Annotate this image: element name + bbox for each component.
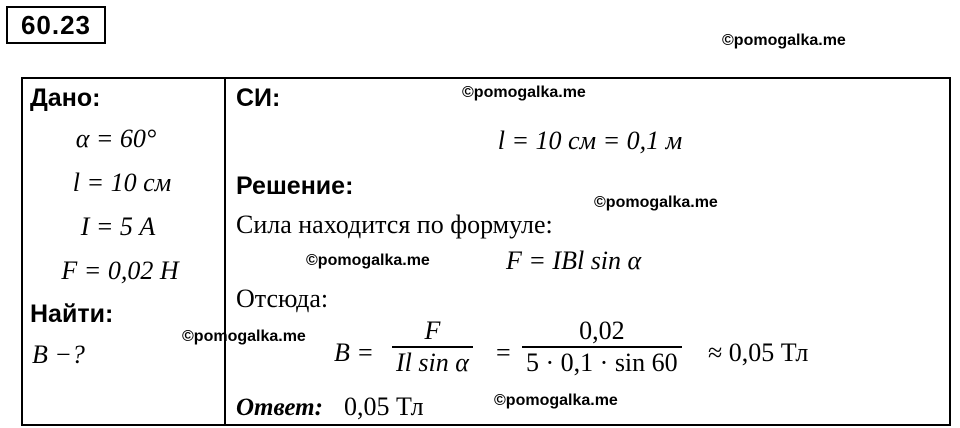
given-heading: Дано: (30, 84, 101, 112)
answer-value: 0,05 Тл (344, 392, 424, 421)
watermark: ©pomogalka.me (722, 32, 846, 49)
watermark: ©pomogalka.me (306, 252, 430, 269)
problem-number: 60.23 (6, 6, 106, 44)
solution-text: Отсюда: (236, 284, 329, 313)
equals-sign: = (496, 338, 511, 367)
solution-table (21, 77, 951, 426)
find-heading: Найти: (30, 300, 114, 328)
si-heading: СИ: (236, 84, 281, 112)
given-line: F = 0,02 Н (61, 256, 179, 285)
solution-text: Сила находится по формуле: (236, 210, 553, 239)
fraction-numeric (522, 316, 682, 378)
solution-heading: Решение: (236, 172, 354, 200)
given-line: l = 10 см (72, 168, 172, 197)
fraction-numerator: 0,02 (579, 316, 625, 345)
result: ≈ 0,05 Тл (708, 338, 809, 367)
force-formula: F = IBl sin α (506, 246, 642, 275)
column-divider (224, 77, 226, 426)
fraction-numerator: F (424, 316, 441, 345)
answer-label: Ответ: (236, 394, 323, 421)
fraction-denominator: Il sin α (396, 348, 469, 377)
fraction-denominator: 5 · 0,1 · sin 60 (526, 348, 678, 377)
given-line: I = 5 А (80, 212, 156, 241)
watermark: ©pomogalka.me (494, 392, 618, 409)
si-conversion: l = 10 см = 0,1 м (497, 126, 683, 155)
watermark: ©pomogalka.me (182, 328, 306, 345)
watermark: ©pomogalka.me (594, 194, 718, 211)
fraction-symbolic (392, 316, 473, 378)
find-value: B −? (32, 340, 85, 369)
given-line: α = 60° (75, 124, 157, 153)
watermark: ©pomogalka.me (462, 84, 586, 101)
formula-lhs: B = (334, 338, 374, 367)
